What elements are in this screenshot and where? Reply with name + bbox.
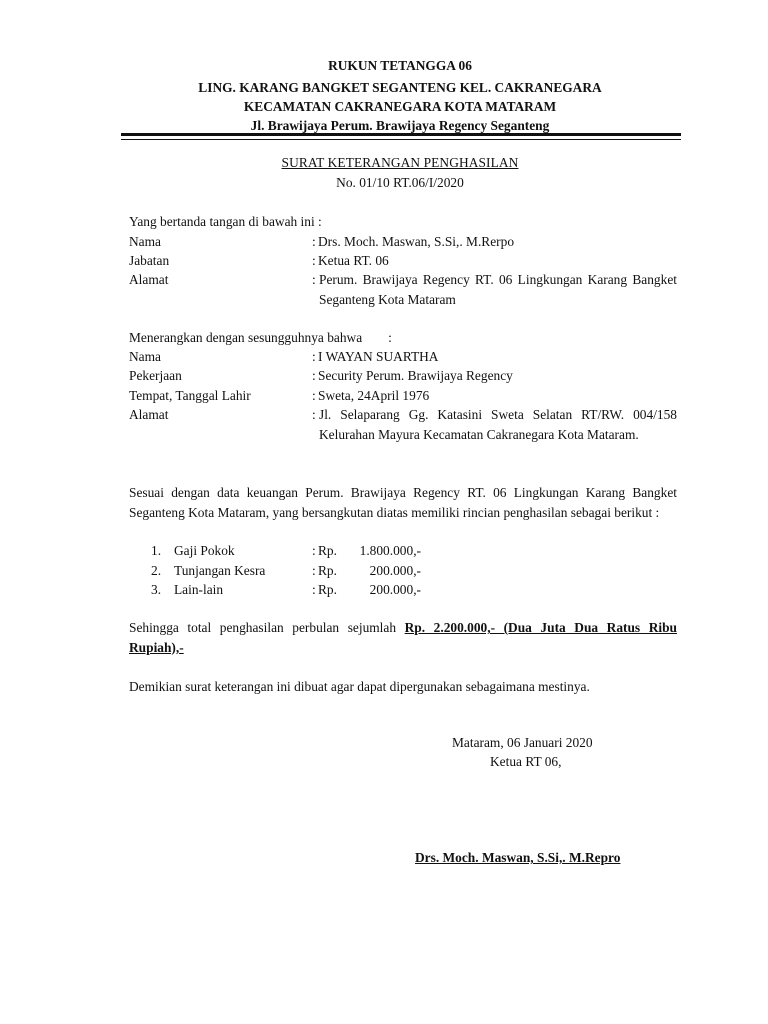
colon: : (312, 388, 316, 403)
signer-position-label: Jabatan (129, 253, 170, 268)
signature-role: Ketua RT 06, (490, 754, 562, 769)
statement-intro-row (129, 328, 392, 348)
subject-address-label: Alamat (129, 407, 169, 422)
income-item-number: 1. (151, 543, 162, 558)
letter-title: SURAT KETERANGAN PENGHASILAN (281, 155, 519, 170)
signer-intro: Yang bertanda tangan di bawah ini : (129, 214, 322, 229)
letterhead-divider-thin (121, 139, 681, 140)
letterhead-divider-thick (121, 133, 681, 136)
income-item-name: Tunjangan Kesra (174, 563, 266, 578)
signer-name-value: Drs. Moch. Maswan, S.Si,. M.Rerpo (318, 234, 515, 249)
colon: : (312, 253, 316, 268)
total-paragraph (129, 618, 677, 658)
signer-address-value: Perum. Brawijaya Regency RT. 06 Lingkungan Karang Bangket Seganteng Kota Mataram (319, 272, 677, 307)
colon: : (312, 543, 316, 558)
subject-job-label: Pekerjaan (129, 368, 182, 383)
subject-job-value: Security Perum. Brawijaya Regency (318, 368, 513, 383)
colon: : (312, 407, 316, 422)
colon: : (312, 368, 316, 383)
total-prefix: Sehingga total penghasilan perbulan sejumlah (129, 620, 397, 635)
colon: : (312, 582, 316, 597)
income-item-amount: 200.000,- (369, 582, 421, 597)
signer-address-label: Alamat (129, 272, 169, 287)
closing-statement: Demikian surat keterangan ini dibuat agar dapat dipergunakan sebagaimana mestinya. (129, 679, 590, 694)
total-amount: Rp. 2.200.000,- (Dua Juta Dua Ratus Ribu Rupiah),- (129, 620, 677, 655)
income-item-amount: 200.000,- (369, 563, 421, 578)
subject-birth-value: Sweta, 24April 1976 (318, 388, 430, 403)
income-item-number: 3. (151, 582, 162, 597)
income-item-name: Gaji Pokok (174, 543, 235, 558)
colon: : (312, 349, 316, 364)
income-item-number: 2. (151, 563, 162, 578)
letterhead-address: Jl. Brawijaya Perum. Brawijaya Regency Seganteng (250, 118, 550, 133)
income-item-currency: Rp. (318, 543, 337, 558)
statement-intro: Menerangkan dengan sesungguhnya bahwa (129, 330, 363, 345)
income-item-name: Lain-lain (174, 582, 224, 597)
letterhead-line-2: LING. KARANG BANGKET SEGANTENG KEL. CAKRANEGARA (198, 80, 602, 95)
colon: : (312, 563, 316, 578)
signature-place-date: Mataram, 06 Januari 2020 (452, 735, 593, 750)
signer-name-label: Nama (129, 234, 161, 249)
subject-name-label: Nama (129, 349, 161, 364)
income-item-currency: Rp. (318, 582, 337, 597)
colon: : (312, 272, 316, 287)
signature-name: Drs. Moch. Maswan, S.Si,. M.Repro (415, 850, 621, 865)
letterhead-line-1: RUKUN TETANGGA 06 (328, 58, 472, 73)
income-paragraph: Sesuai dengan data keuangan Perum. Brawijaya Regency RT. 06 Lingkungan Karang Bangket Seganteng Kota Mataram, yang bersangkutan diatas memiliki rincian penghasilan sebagai berikut : (129, 485, 677, 520)
colon: : (388, 330, 392, 345)
income-item-currency: Rp. (318, 563, 337, 578)
colon: : (312, 234, 316, 249)
subject-birth-label: Tempat, Tanggal Lahir (129, 388, 251, 403)
signer-position-value: Ketua RT. 06 (318, 253, 389, 268)
letterhead-line-3: KECAMATAN CAKRANEGARA KOTA MATARAM (243, 99, 557, 114)
subject-name-value: I WAYAN SUARTHA (318, 349, 439, 364)
subject-address-value: Jl. Selaparang Gg. Katasini Sweta Selatan RT/RW. 004/158 Kelurahan Mayura Kecamatan Cakranegara Kota Mataram. (319, 407, 677, 442)
income-item-amount: 1.800.000,- (359, 543, 421, 558)
letter-number: No. 01/10 RT.06/I/2020 (336, 175, 464, 190)
